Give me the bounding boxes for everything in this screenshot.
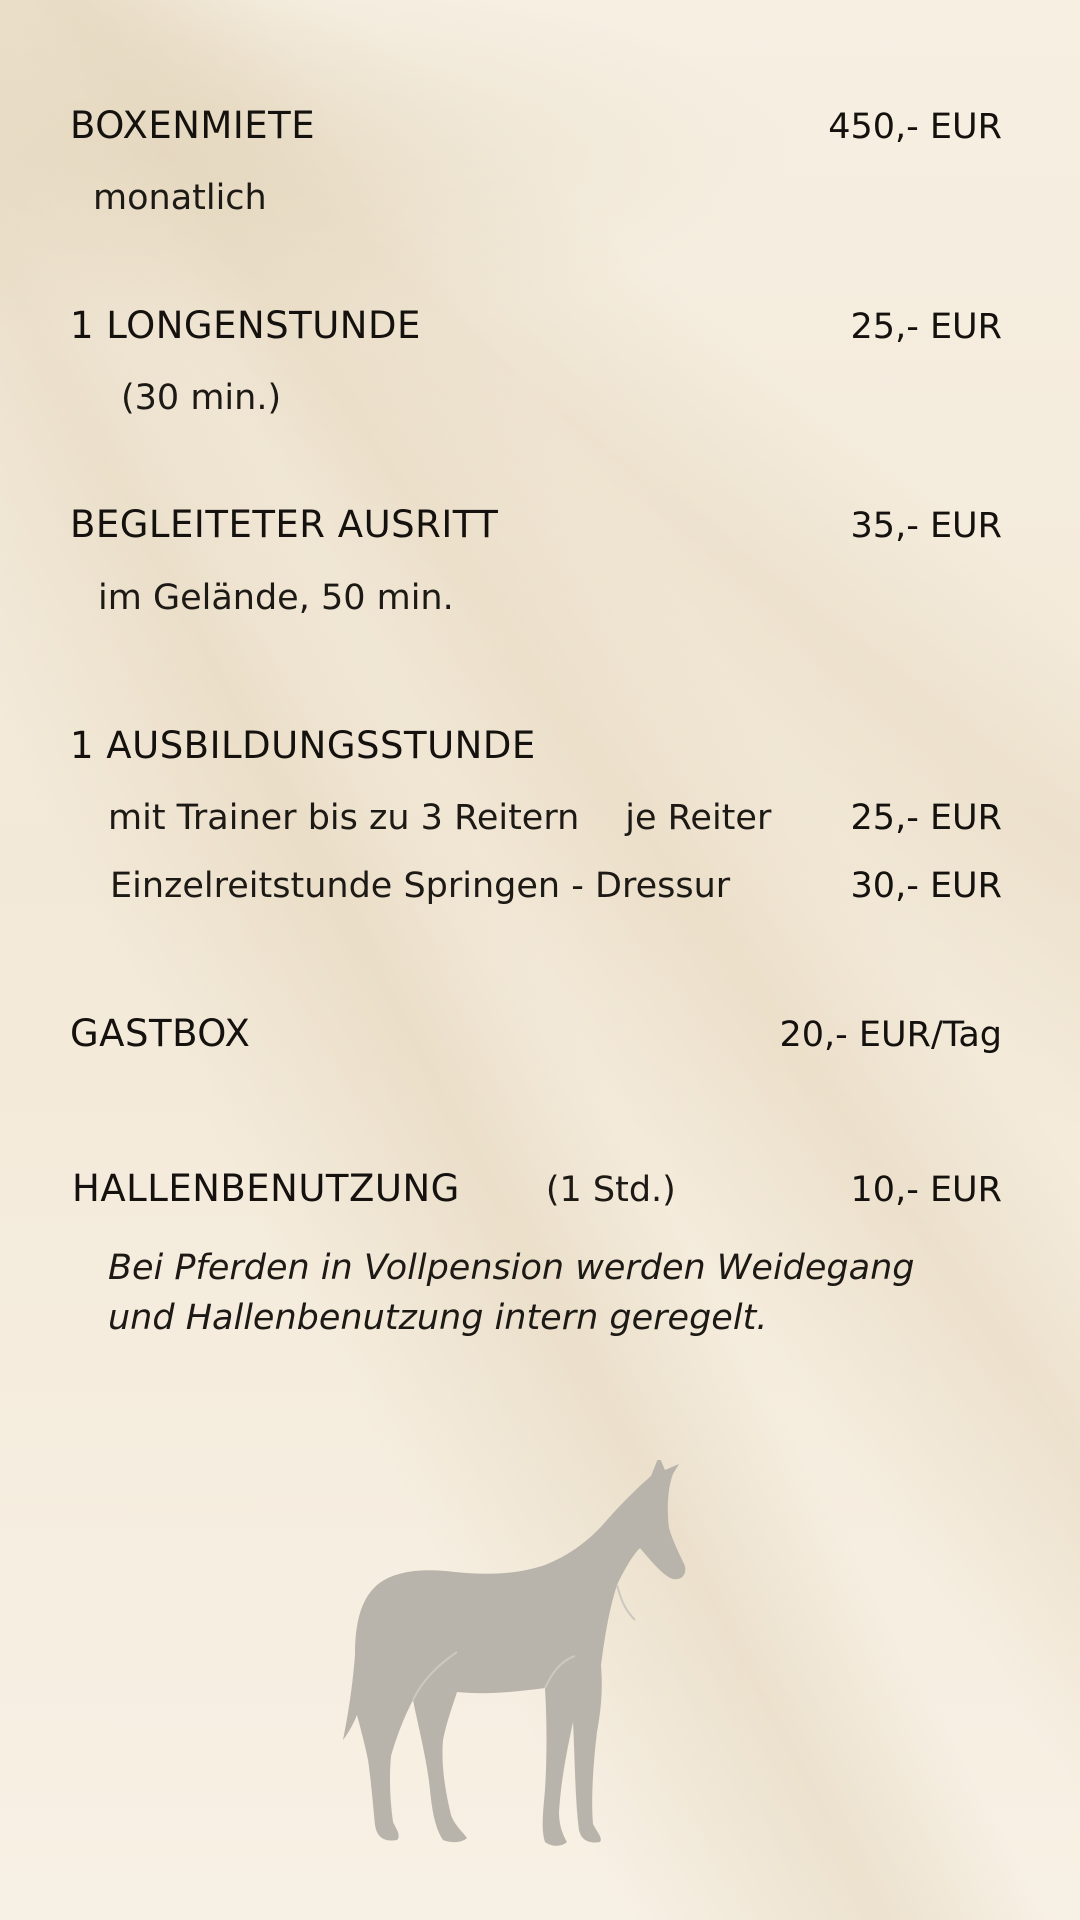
item-title: 1 AUSBILDUNGSSTUNDE (70, 724, 536, 767)
item-title: BEGLEITETER AUSRITT (70, 503, 499, 546)
ausbildung-line-einzel (110, 866, 1002, 906)
item-subtitle: monatlich (93, 178, 267, 218)
line-price: 30,- EUR (850, 866, 1002, 906)
remark-line: und Hallenbenutzung intern geregelt. (108, 1298, 768, 1338)
price-row-halle (72, 1167, 1002, 1210)
horse-icon (335, 1460, 745, 1850)
item-title: GASTBOX (70, 1012, 251, 1055)
item-title: BOXENMIETE (70, 104, 316, 147)
price-row-ausritt (70, 503, 1002, 546)
price-row-boxenmiete (70, 104, 1002, 147)
item-price: 35,- EUR (850, 506, 1002, 546)
price-row-ausbildung (70, 724, 1002, 767)
line-price: 25,- EUR (850, 798, 1002, 838)
price-row-longenstunde (70, 304, 1002, 347)
item-title: 1 LONGENSTUNDE (70, 304, 421, 347)
item-price: 10,- EUR (850, 1170, 1002, 1210)
item-price: 450,- EUR (828, 107, 1002, 147)
item-price: 20,- EUR/Tag (779, 1015, 1002, 1055)
line-note: je Reiter (625, 798, 772, 838)
line-label: Einzelreitstunde Springen - Dressur (110, 866, 731, 906)
item-price: 25,- EUR (850, 307, 1002, 347)
item-subtitle: im Gelände, 50 min. (98, 578, 454, 618)
line-label: mit Trainer bis zu 3 Reitern (108, 798, 580, 838)
ausbildung-line-trainer (108, 798, 1002, 838)
item-subtitle: (30 min.) (121, 378, 282, 418)
item-title: HALLENBENUTZUNG (72, 1167, 460, 1210)
item-duration: (1 Std.) (545, 1170, 676, 1210)
remark-line: Bei Pferden in Vollpension werden Weidegang (108, 1248, 915, 1288)
vollpension-remark (108, 1243, 1008, 1343)
price-row-gastbox (70, 1012, 1002, 1055)
